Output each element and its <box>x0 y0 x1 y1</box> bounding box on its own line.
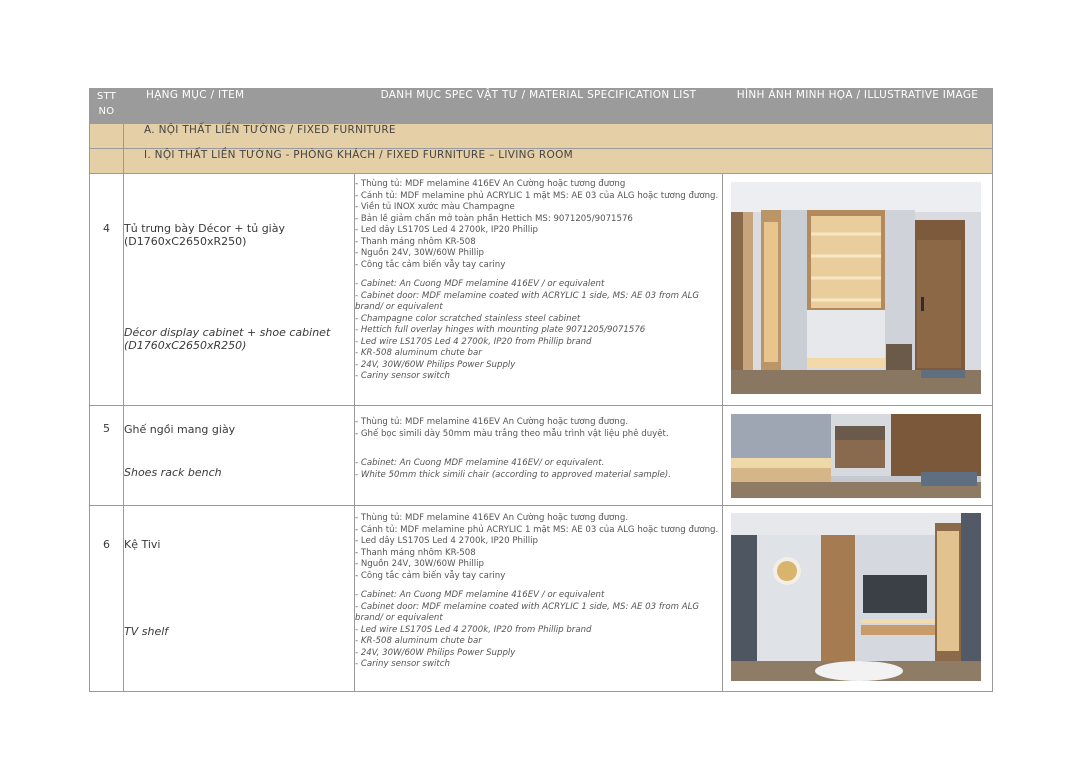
table-row <box>90 406 993 506</box>
item-name-en: Décor display cabinet + shoe cabinet (D1760xC2650xR250) <box>124 326 331 352</box>
item-cell <box>124 406 355 506</box>
list-item: - White 50mm thick simili chair (according to approved material sample). <box>355 469 671 480</box>
tv-shelf-illustration <box>731 513 981 681</box>
image-cell <box>723 406 993 506</box>
list-item: - Cabinet door: MDF melamine coated with ACRYLIC 1 side, MS: AE 03 from ALG brand/ or equivalent <box>355 601 700 623</box>
table-row <box>90 506 993 692</box>
item-name-vi: Tủ trưng bày Décor + tủ giày (D1760xC2650xR250) <box>124 222 285 248</box>
list-item: - Thùng tủ: MDF melamine 416EV An Cường hoặc tương đương <box>355 179 626 189</box>
image-cell <box>723 174 993 406</box>
list-item: - Cariny sensor switch <box>355 371 450 381</box>
section-row-a <box>90 124 993 149</box>
header-no: STT NO <box>90 89 124 124</box>
item-name-vi: Kệ Tivi <box>124 538 161 551</box>
spec-table <box>89 88 993 692</box>
item-cell <box>124 506 355 692</box>
section-row-i <box>90 149 993 174</box>
row-number: 6 <box>90 506 124 692</box>
list-item: - Thùng tủ: MDF melamine 416EV An Cường hoặc tương đương. <box>355 513 629 523</box>
bench-illustration <box>731 414 981 498</box>
spec-cell <box>355 406 723 506</box>
list-item: - KR-508 aluminum chute bar <box>355 348 482 358</box>
table-row <box>90 174 993 406</box>
list-item: - Cabinet door: MDF melamine coated with ACRYLIC 1 side, MS: AE 03 from ALG brand/ or equivalent <box>355 290 700 312</box>
list-item: - Led wire LS170S Led 4 2700k, IP20 from Phillip brand <box>355 624 592 635</box>
list-item: - Viền tủ INOX xước màu Champagne <box>355 202 515 212</box>
spec-list-en <box>355 458 722 481</box>
cabinet-illustration <box>731 182 981 394</box>
list-item: - Bản lề giảm chấn mở toàn phần Hettich MS: 9071205/9071576 <box>355 213 633 224</box>
spec-cell <box>355 174 723 406</box>
row-number: 5 <box>90 406 124 506</box>
list-item: - Công tắc cảm biến vẫy tay cariny <box>355 259 506 270</box>
list-item: - Led wire LS170S Led 4 2700k, IP20 from Phillip brand <box>355 336 592 347</box>
list-item: - Nguồn 24V, 30W/60W Phillip <box>355 248 485 258</box>
list-item: - Champagne color scratched stainless steel cabinet <box>355 313 581 324</box>
list-item: - Thanh máng nhôm KR-508 <box>355 547 476 558</box>
header-material: DANH MỤC SPEC VẬT TƯ / MATERIAL SPECIFICATION LIST <box>355 89 723 124</box>
spec-list-en <box>355 279 722 383</box>
list-item: - Hettich full overlay hinges with mounting plate 9071205/9071576 <box>355 325 646 335</box>
spec-list-vi <box>355 513 722 582</box>
list-item: - Cabinet: An Cuong MDF melamine 416EV / or equivalent <box>355 279 605 289</box>
list-item: - Led dây LS170S Led 4 2700k, IP20 Phillip <box>355 225 538 235</box>
row-number: 4 <box>90 174 124 406</box>
list-item: - Thùng tủ: MDF melamine 416EV An Cường hoặc tương đương. <box>355 417 629 427</box>
list-item: - Led dây LS170S Led 4 2700k, IP20 Phillip <box>355 536 538 546</box>
list-item: - Cabinet: An Cuong MDF melamine 416EV/ or equivalent. <box>355 458 605 468</box>
list-item: - Nguồn 24V, 30W/60W Phillip <box>355 559 485 569</box>
header-image: HÌNH ẢNH MINH HỌA / ILLUSTRATIVE IMAGE <box>723 89 993 124</box>
spec-cell <box>355 506 723 692</box>
list-item: - Công tắc cảm biến vẫy tay cariny <box>355 570 506 581</box>
image-cell <box>723 506 993 692</box>
item-name-en: TV shelf <box>124 625 169 638</box>
list-item: - Cabinet: An Cuong MDF melamine 416EV / or equivalent <box>355 590 605 600</box>
list-item: - KR-508 aluminum chute bar <box>355 636 482 646</box>
section-title-a: A. NỘI THẤT LIỀN TƯỜNG / FIXED FURNITURE <box>124 124 993 149</box>
list-item: - Thanh máng nhôm KR-508 <box>355 236 476 247</box>
header-row <box>90 89 993 124</box>
list-item: - Cariny sensor switch <box>355 659 450 669</box>
spec-list-vi <box>355 179 722 271</box>
spec-list-vi <box>355 417 722 440</box>
header-item: HẠNG MỤC / ITEM <box>124 89 355 124</box>
spec-list-en <box>355 590 722 671</box>
section-title-i: I. NỘI THẤT LIỀN TƯỜNG - PHÒNG KHÁCH / FIXED FURNITURE – LIVING ROOM <box>124 149 993 174</box>
item-cell <box>124 174 355 406</box>
list-item: - Cánh tủ: MDF melamine phủ ACRYLIC 1 mặt MS: AE 03 của ALG hoặc tương đương. <box>355 524 719 535</box>
item-name-vi: Ghế ngồi mang giày <box>124 423 236 436</box>
list-item: - Ghế bọc simili dày 50mm màu trắng theo mẫu trình vật liệu phê duyệt. <box>355 428 669 439</box>
list-item: - 24V, 30W/60W Philips Power Supply <box>355 647 516 658</box>
item-name-en: Shoes rack bench <box>124 466 222 479</box>
list-item: - 24V, 30W/60W Philips Power Supply <box>355 359 516 370</box>
list-item: - Cánh tủ: MDF melamine phủ ACRYLIC 1 mặt MS: AE 03 của ALG hoặc tương đương. <box>355 190 719 201</box>
